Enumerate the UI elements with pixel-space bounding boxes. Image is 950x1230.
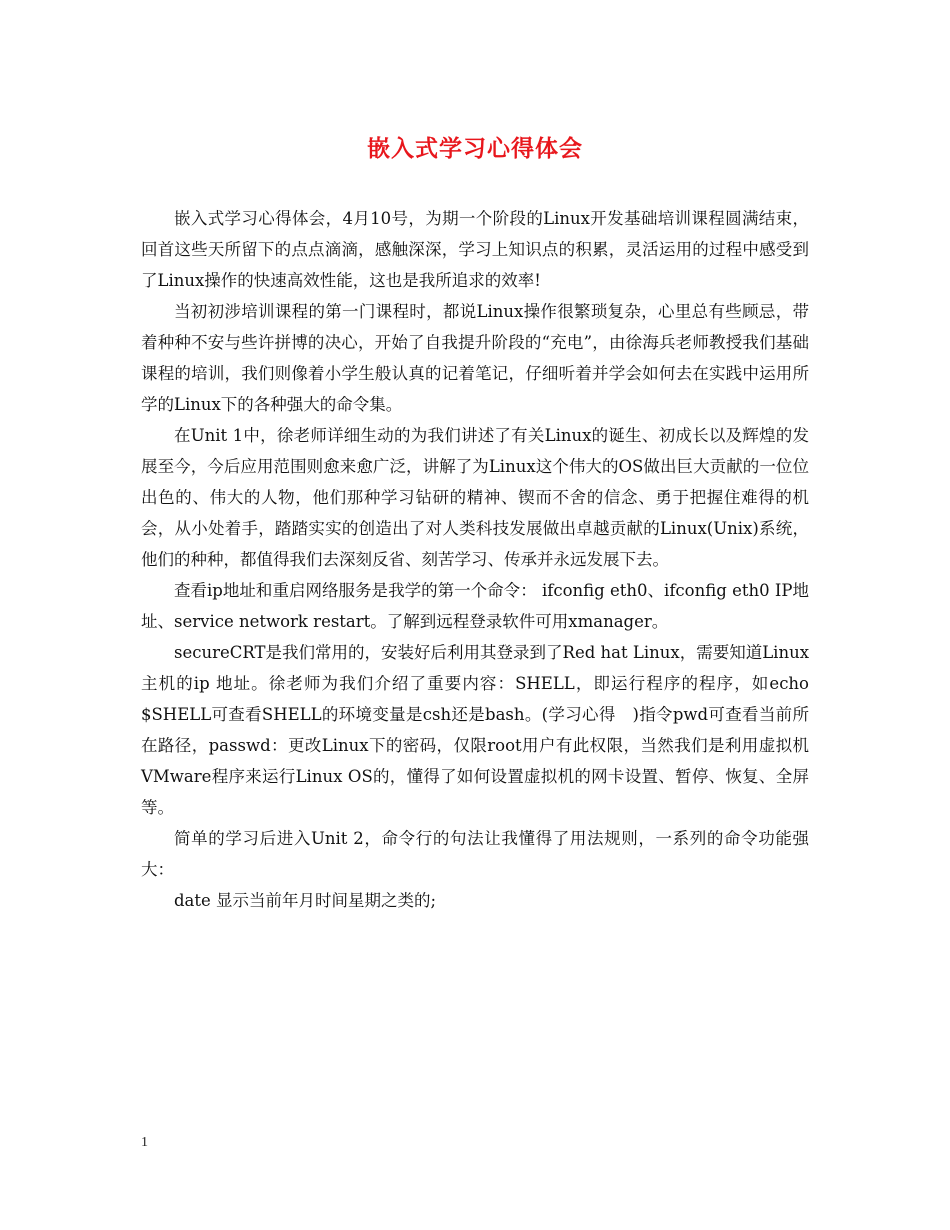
- paragraph-4: 查看ip地址和重启网络服务是我学的第一个命令： ifconfig eth0、ifconfig eth0 IP地址、service network restart。了解到远程登录软件可用xmanager。: [141, 581, 809, 631]
- paragraph-2: 当初初涉培训课程的第一门课程时，都说Linux操作很繁琐复杂，心里总有些顾忌，带着种种不安与些许拼博的决心，开始了自我提升阶段的“充电”，由徐海兵老师教授我们基础课程的培训，我们则像着小学生般认真的记着笔记，仔细听着并学会如何去在实践中运用所学的Linux下的各种强大的命令集。: [141, 302, 809, 414]
- document-body: [141, 203, 809, 916]
- paragraph-3: 在Unit 1中，徐老师详细生动的为我们讲述了有关Linux的诞生、初成长以及辉煌的发展至今，今后应用范围则愈来愈广泛，讲解了为Linux这个伟大的OS做出巨大贡献的一位位出色的、伟大的人物，他们那种学习钻研的精神、锲而不舍的信念、勇于把握住难得的机会，从小处着手，踏踏实实的创造出了对人类科技发展做出卓越贡献的Linux(Unix)系统，他们的种种，都值得我们去深刻反省、刻苦学习、传承并永远发展下去。: [141, 426, 809, 569]
- paragraph-7: date 显示当前年月时间星期之类的;: [174, 891, 437, 910]
- paragraph-6: 简单的学习后进入Unit 2，命令行的句法让我懂得了用法规则，一系列的命令功能强大：: [141, 829, 809, 879]
- paragraph-1: 嵌入式学习心得体会，4月10号，为期一个阶段的Linux开发基础培训课程圆满结束，回首这些天所留下的点点滴滴，感触深深，学习上知识点的积累，灵活运用的过程中感受到了Linux操作的快速高效性能，这也是我所追求的效率!: [141, 209, 809, 290]
- document-title: 嵌入式学习心得体会: [367, 135, 583, 162]
- page-number: 1: [141, 1135, 148, 1150]
- paragraph-5: secureCRT是我们常用的，安装好后利用其登录到了Red hat Linux，需要知道Linux主机的ip 地址。徐老师为我们介绍了重要内容：SHELL，即运行程序的程序，如echo $SHELL可查看SHELL的环境变量是csh还是bash。(学习心得 )指令pwd可查看当前所在路径，passwd：更改Linux下的密码，仅限root用户有此权限，当然我们是利用虚拟机VMware程序来运行Linux OS的，懂得了如何设置虚拟机的网卡设置、暂停、恢复、全屏等。: [141, 643, 809, 817]
